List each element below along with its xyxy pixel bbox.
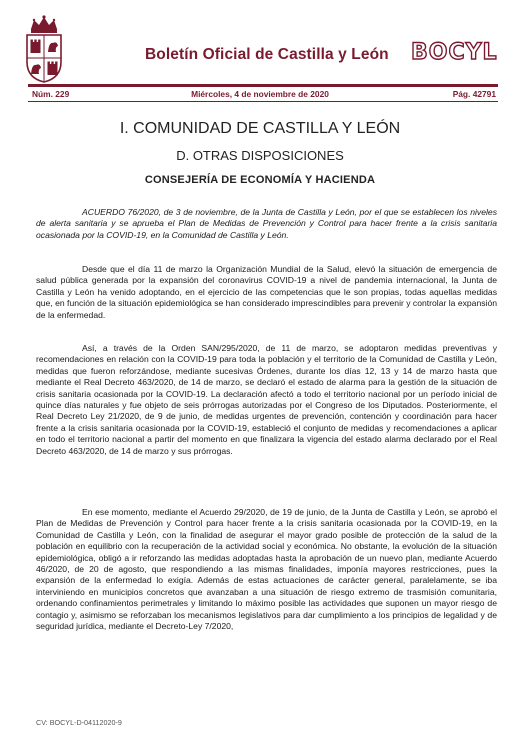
header-rule-top bbox=[28, 84, 498, 87]
body-paragraph-2: Así, a través de la Orden SAN/295/2020, de 11 de marzo, se adoptaron medidas preventivas y recomendaciones en relación con la COVID-19 para toda la población y el territorio de la Comunidad de Castilla y León, medidas que fueron reforzándose, mediante sucesivas Órdenes, durante los días 12, 13 y 14 de marzo hasta que mediante el Real Decreto 463/2020, de 14 de marzo, se declaró el estado de alarma para la gestión de la situación de crisis sanitaria ocasionada por la COVID-19. La declaración afectó a todo el territorio nacional por un período inicial de quince días naturales y fue objeto de seis prórrogas autorizadas por el Congreso de los Diputados. Posteriormente, el Real Decreto Ley 21/2020, de 9 de junio, de medidas urgentes de prevención, contención y coordinación para hacer frente a la crisis sanitaria ocasionada por la COVID-19, estableció el conjunto de medidas y recomendaciones a aplicar en todo el territorio nacional a partir del momento en que finalizara la vigencia del estado alarma declarado por el Real Decreto 463/2020, de 14 de marzo y sus prórrogas. bbox=[36, 343, 497, 456]
body-paragraph-3: En ese momento, mediante el Acuerdo 29/2020, de 19 de junio, de la Junta de Castilla y León, se aprobó el Plan de Medidas de Prevención y Control para hacer frente a la crisis sanitaria ocasionada por la COVID-19, en la Comunidad de Castilla y León, con la finalidad de asegurar el mayor grado posible de protección de la salud de la población en equilibrio con la recuperación de la actividad social y económica. No obstante, la evolución de la situación epidemiológica, obligó a ir reforzando las medidas adoptadas hasta la aprobación de un nuevo plan, mediante Acuerdo 46/2020, de 20 de agosto, que respondiendo a las mismas finalidades, imponía mayores restricciones, pues la expansión de la enfermedad lo exigía. Además de estas actuaciones de carácter general, paralelamente, se iba interviniendo en municipios concretos que avanzaban a una situación de riesgo extremo de trasmisión comunitaria, ordenando confinamientos perimetrales y limitando lo máximo posible las actividades que suponen un mayor riesgo de contagio y, asimismo se reforzaban los mecanismos legislativos para dar cumplimiento a los principios de legalidad y de seguridad jurídica, mediante el Decreto-Ley 7/2020, bbox=[36, 507, 497, 632]
bocyl-logo: BOCYL bbox=[411, 40, 498, 65]
issue-number: Núm. 229 bbox=[32, 89, 70, 99]
coat-of-arms-logo bbox=[22, 14, 66, 84]
department-heading: CONSEJERÍA DE ECONOMÍA Y HACIENDA bbox=[144, 174, 376, 186]
bulletin-title: Boletín Oficial de Castilla y León bbox=[145, 46, 389, 63]
issue-date: Miércoles, 4 de noviembre de 2020 bbox=[191, 89, 329, 99]
subsection-heading: D. OTRAS DISPOSICIONES bbox=[176, 148, 344, 163]
verification-code: CV: BOCYL-D-04112020-9 bbox=[36, 718, 122, 727]
body-paragraph-1: Desde que el día 11 de marzo la Organización Mundial de la Salud, elevó la situación de emergencia de salud pública generada por la expansión del coronavirus COVID-19 a nivel de pandemia internacional, la Junta de Castilla y León ha venido adoptando, en el ejercicio de las competencias que le son propias, todas aquellas medidas que, en función de la situación epidemiológica se han considerado imprescindibles para prevenir y controlar la expansión de la enfermedad. bbox=[36, 264, 497, 320]
agreement-summary: ACUERDO 76/2020, de 3 de noviembre, de la Junta de Castilla y León, por el que se establecen los niveles de alerta sanitaria y se aprueba el Plan de Medidas de Prevención y Control para hacer frente a la crisis sanitaria ocasionada por la COVID-19, en la Comunidad de Castilla y León. bbox=[36, 207, 497, 240]
section-heading: I. COMUNIDAD DE CASTILLA Y LEÓN bbox=[119, 120, 401, 137]
header-rule-bottom bbox=[28, 101, 498, 102]
page-number: Pág. 42791 bbox=[452, 89, 496, 99]
